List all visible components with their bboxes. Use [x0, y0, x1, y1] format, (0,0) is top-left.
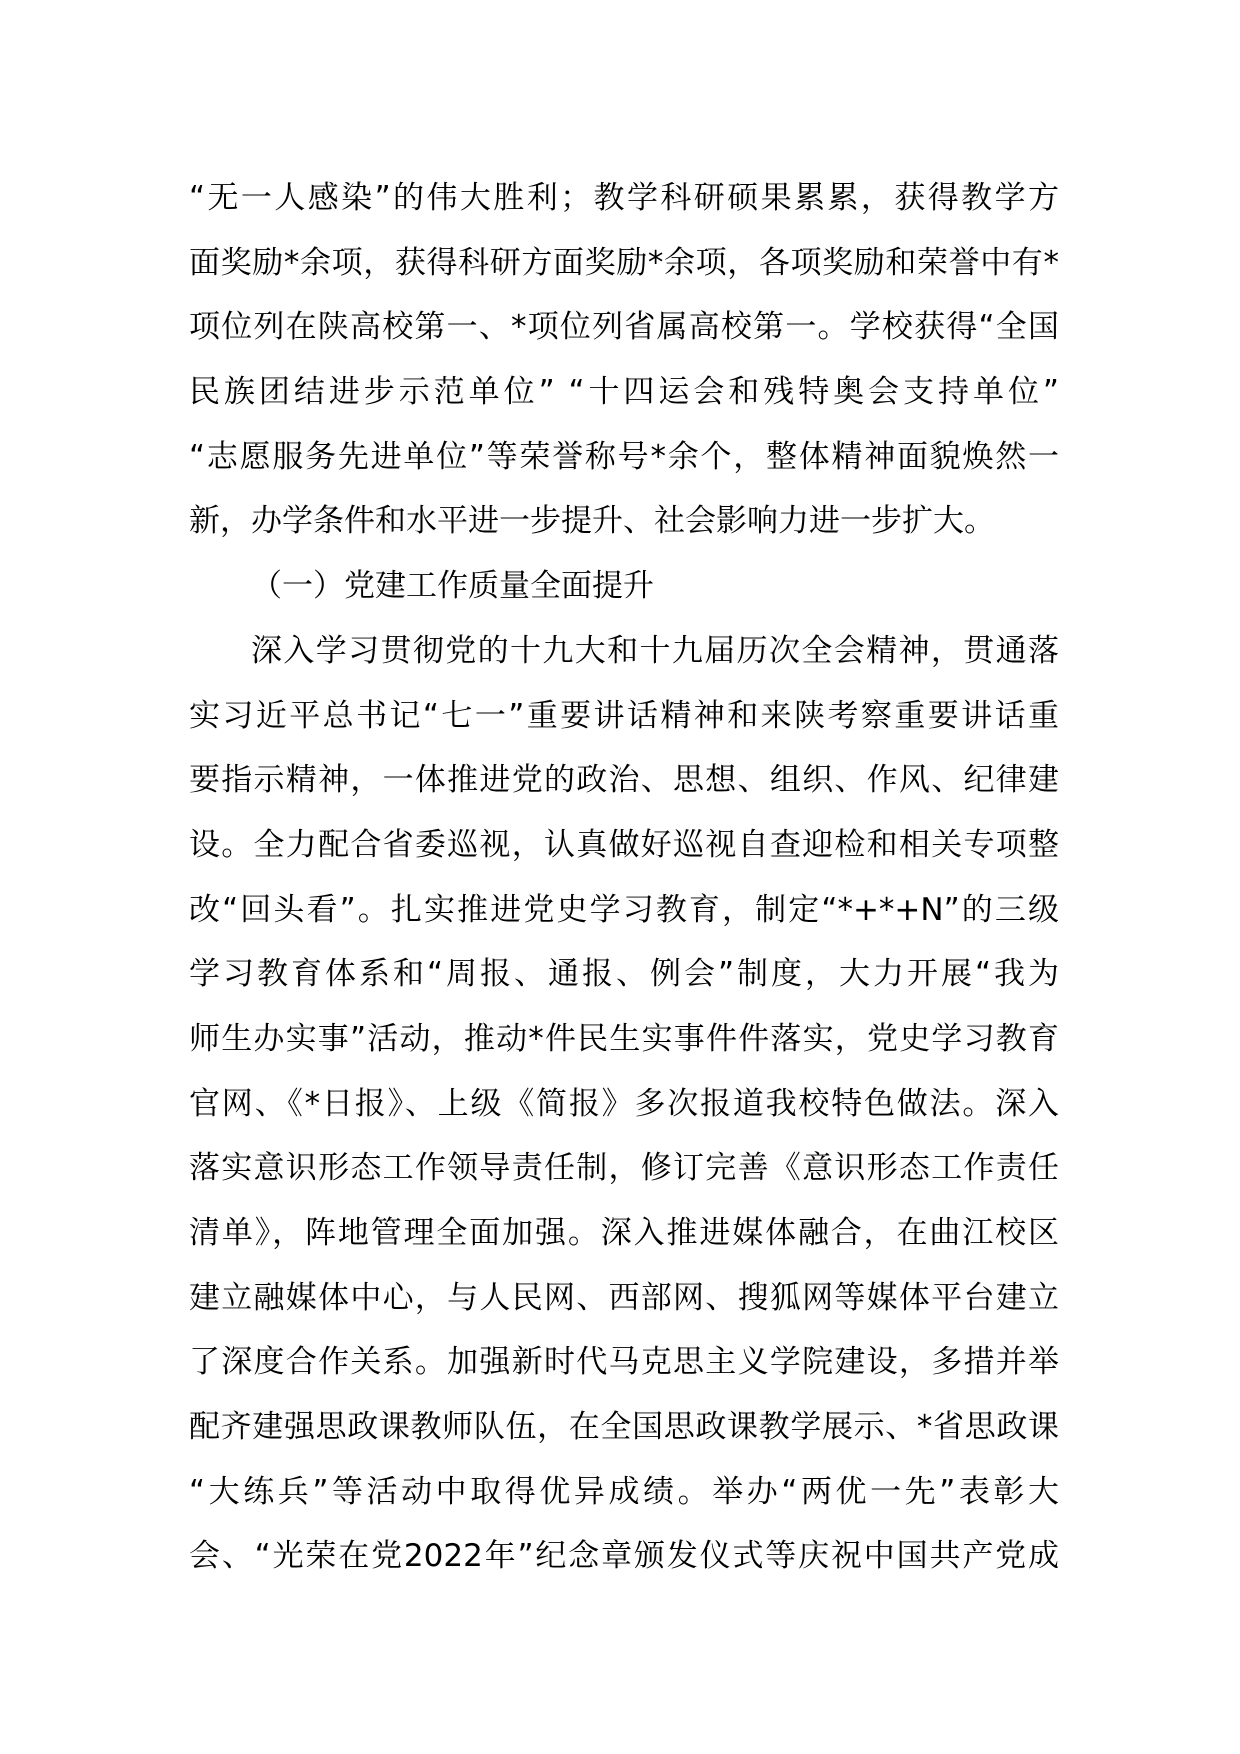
text-line: 实习近平总书记“七一”重要讲话精神和来陕考察重要讲话重: [189, 697, 1059, 734]
text-line: 会、“光荣在党2022年”纪念章颁发仪式等庆祝中国共产党成: [189, 1538, 1059, 1575]
section-heading: （一）党建工作质量全面提升: [251, 568, 654, 605]
text-line: 新，办学条件和水平进一步提升、社会影响力进一步扩大。: [189, 503, 995, 540]
text-line: 配齐建强思政课教师队伍，在全国思政课教学展示、*省思政课: [189, 1409, 1059, 1446]
text-line: “志愿服务先进单位”等荣誉称号*余个，整体精神面貌焕然一: [189, 438, 1059, 475]
text-line: 面奖励*余项，获得科研方面奖励*余项，各项奖励和荣誉中有*: [189, 244, 1059, 281]
text-line: 民族团结进步示范单位” “十四运会和残特奥会支持单位”: [189, 374, 1059, 411]
text-line: 落实意识形态工作领导责任制，修订完善《意识形态工作责任: [189, 1150, 1059, 1187]
text-line: 要指示精神，一体推进党的政治、思想、组织、作风、纪律建: [189, 762, 1059, 799]
text-line: 设。全力配合省委巡视，认真做好巡视自查迎检和相关专项整: [189, 826, 1059, 863]
text-line: “无一人感染”的伟大胜利；教学科研硕果累累，获得教学方: [189, 180, 1059, 216]
text-line: 深入学习贯彻党的十九大和十九届历次全会精神，贯通落: [251, 632, 1059, 669]
text-line: 学习教育体系和“周报、通报、例会”制度，大力开展“我为: [189, 956, 1059, 993]
text-line: 改“回头看”。扎实推进党史学习教育，制定“*+*+N”的三级: [189, 891, 1059, 928]
document-body: [189, 166, 1059, 1589]
text-line: “大练兵”等活动中取得优异成绩。举办“两优一先”表彰大: [189, 1473, 1059, 1510]
text-line: 项位列在陕高校第一、*项位列省属高校第一。学校获得“全国: [189, 309, 1059, 346]
text-line: 师生办实事”活动，推动*件民生实事件件落实，党史学习教育: [189, 1020, 1059, 1057]
text-line: 了深度合作关系。加强新时代马克思主义学院建设，多措并举: [189, 1344, 1059, 1381]
text-line: 官网、《*日报》、上级《简报》多次报道我校特色做法。深入: [189, 1085, 1059, 1122]
text-line: 清单》，阵地管理全面加强。深入推进媒体融合，在曲江校区: [189, 1215, 1059, 1251]
text-line: 建立融媒体中心，与人民网、西部网、搜狐网等媒体平台建立: [189, 1279, 1059, 1316]
